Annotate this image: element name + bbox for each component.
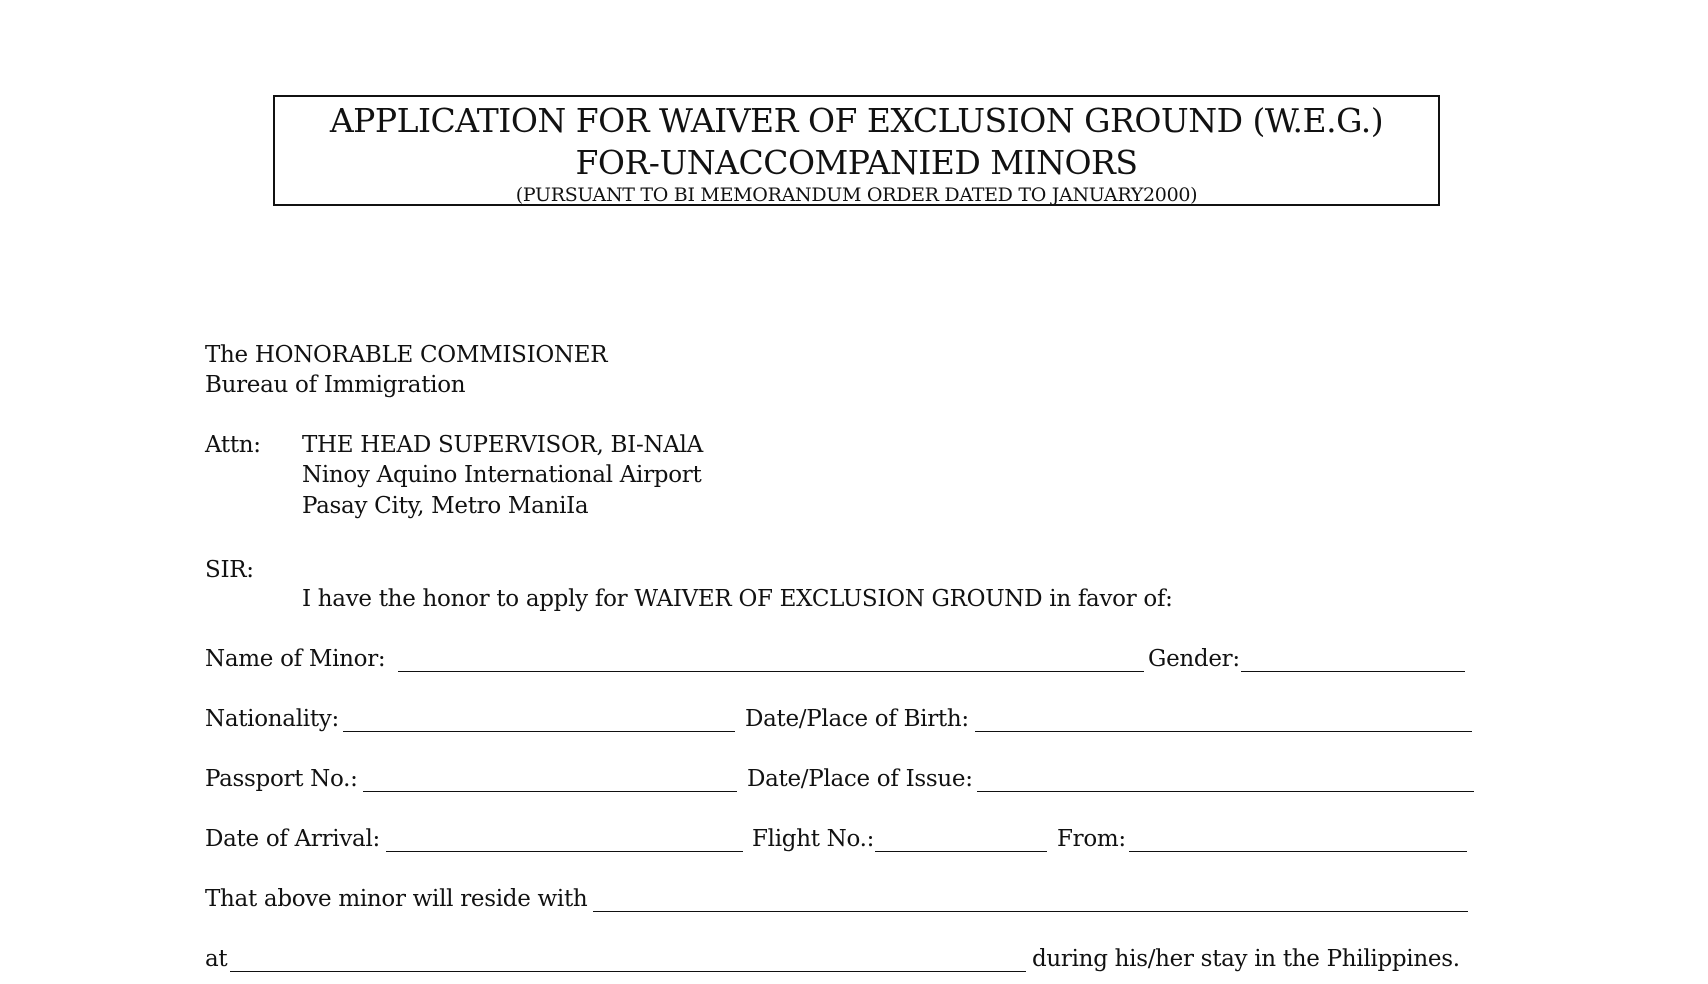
passport-no-label: Passport No.: [205,766,358,792]
form-title-box [273,95,1440,206]
passport-no-field[interactable] [363,791,737,792]
from-label: From: [1057,826,1126,852]
form-subtitle: (PURSUANT TO BI MEMORANDUM ORDER DATED TO JANUARY2000) [515,184,1198,206]
reside-with-field[interactable] [593,911,1468,912]
flight-no-label: Flight No.: [752,826,875,852]
stay-suffix-text: during his/her stay in the Philippines. [1032,946,1460,972]
row-name-gender [205,644,1475,676]
attention-label: Attn: [205,432,261,458]
date-of-arrival-label: Date of Arrival: [205,826,380,852]
attention-line-2: Ninoy Aquino International Airport [302,462,702,488]
salutation: SIR: [205,557,254,583]
row-passport-issue [205,764,1475,796]
form-title-line-2: FOR-UNACCOMPANIED MINORS [575,143,1138,182]
reside-with-label: That above minor will reside with [205,886,588,912]
at-address-field[interactable] [230,971,1026,972]
date-place-of-issue-label: Date/Place of Issue: [747,766,973,792]
gender-label: Gender: [1148,646,1240,672]
nationality-label: Nationality: [205,706,339,732]
row-arrival-flight-from [205,824,1475,856]
addressee-line-2: Bureau of Immigration [205,372,466,398]
row-reside-with [205,884,1475,916]
attention-line-1: THE HEAD SUPERVISOR, BI-NAlA [302,432,703,458]
from-field[interactable] [1129,851,1467,852]
date-place-of-issue-field[interactable] [977,791,1474,792]
addressee-line-1: The HONORABLE COMMISIONER [205,342,608,368]
flight-no-field[interactable] [875,851,1047,852]
name-of-minor-field[interactable] [398,671,1144,672]
row-nationality-birth [205,704,1475,736]
date-place-of-birth-field[interactable] [975,731,1472,732]
gender-field[interactable] [1241,671,1465,672]
intro-paragraph: I have the honor to apply for WAIVER OF EXCLUSION GROUND in favor of: [302,586,1173,612]
name-of-minor-label: Name of Minor: [205,646,386,672]
at-label: at [205,946,228,972]
nationality-field[interactable] [343,731,735,732]
row-address-at [205,944,1495,976]
form-title-line-1: APPLICATION FOR WAIVER OF EXCLUSION GROUND (W.E.G.) [329,101,1384,140]
date-place-of-birth-label: Date/Place of Birth: [745,706,969,732]
date-of-arrival-field[interactable] [386,851,743,852]
attention-line-3: Pasay City, Metro ManiIa [302,493,589,519]
